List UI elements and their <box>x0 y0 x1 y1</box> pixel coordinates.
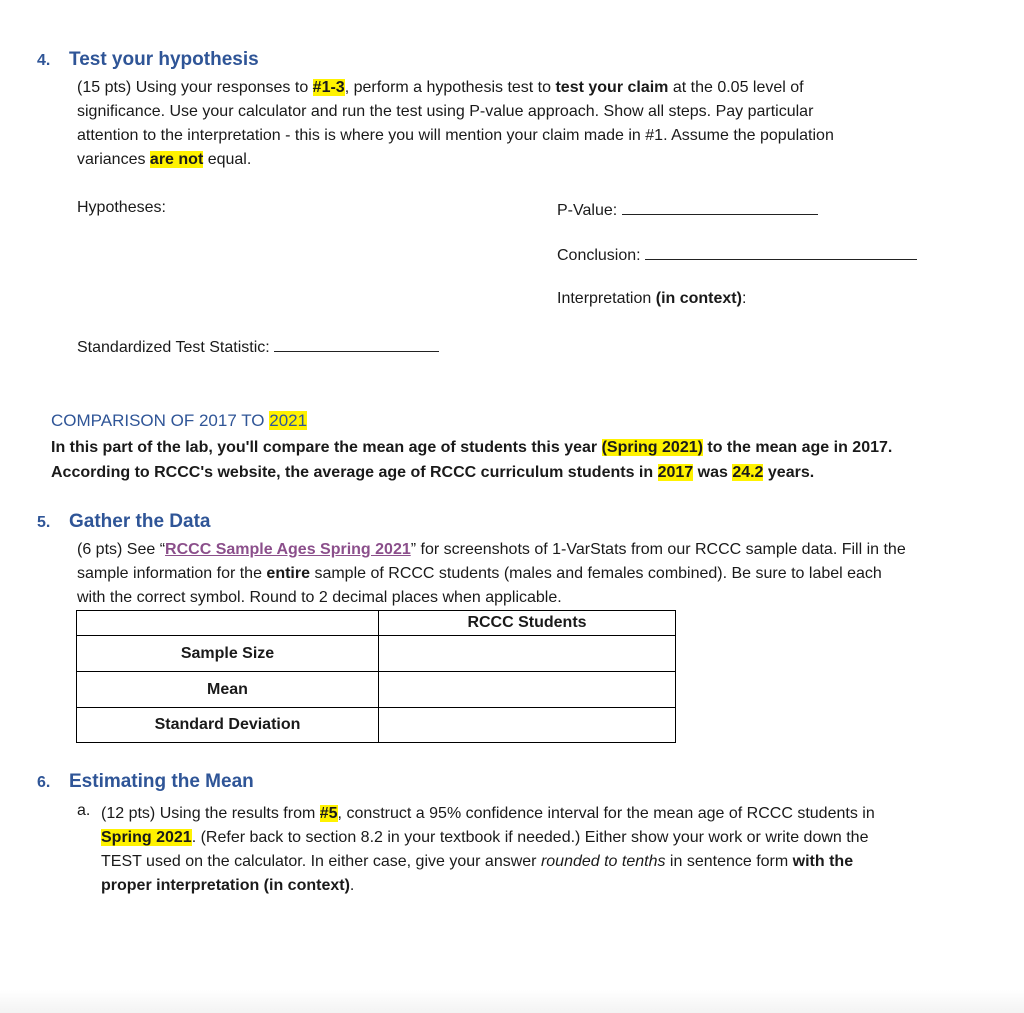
text: in sentence form <box>665 853 793 870</box>
comparison-text <box>51 435 971 485</box>
bold-claim: test your claim <box>555 79 669 96</box>
text: sample of RCCC students (males and females combined). Be sure to label each <box>310 565 882 582</box>
highlight-5: #5 <box>319 805 338 822</box>
interpretation-label: Interpretation <box>557 290 656 307</box>
section-6-instructions <box>101 802 1001 898</box>
p-value-blank[interactable] <box>622 199 818 215</box>
section-4-instructions <box>77 76 997 172</box>
text: at the 0.05 level of <box>668 79 804 96</box>
text: (6 pts) See “ <box>77 541 166 558</box>
highlight-spring-2021: (Spring 2021) <box>601 439 703 456</box>
text: equal. <box>203 151 252 168</box>
test-statistic-row <box>77 336 439 357</box>
text: : <box>741 290 747 307</box>
row-label-sample-size: Sample Size <box>77 636 379 672</box>
sample-data-table <box>76 610 676 743</box>
item-a-letter: a. <box>77 802 91 819</box>
text: years. <box>763 464 815 481</box>
text: ” for screenshots of 1-VarStats from our RCCC sample data. Fill in the <box>410 541 906 558</box>
bold-with-the: with the <box>792 853 854 870</box>
italic-rounded: rounded to tenths <box>540 853 666 870</box>
p-value-row <box>557 199 818 220</box>
table-row <box>77 636 676 672</box>
text: to the mean age in 2017. <box>702 439 893 456</box>
text: , construct a 95% confidence interval for the mean age of RCCC students in <box>337 805 875 822</box>
text: variances <box>77 151 150 168</box>
highlight-ref: #1-3 <box>312 79 345 96</box>
test-statistic-blank[interactable] <box>274 336 439 352</box>
section-6-title: Estimating the Mean <box>69 771 254 792</box>
table-header-rccc-students: RCCC Students <box>379 611 676 636</box>
table-row <box>77 708 676 743</box>
highlight-are-not: are not <box>149 151 204 168</box>
table-row <box>77 672 676 708</box>
text: In this part of the lab, you'll compare the mean age of students this year <box>51 439 602 456</box>
text: was <box>693 464 733 481</box>
mean-cell[interactable] <box>379 672 676 708</box>
section-5-instructions <box>77 538 997 610</box>
bold-proper-interpretation: proper interpretation (in context) <box>101 877 350 894</box>
text-line: attention to the interpretation - this is where you will mention your claim made in #1. Assume the population <box>77 127 834 144</box>
section-5-number: 5. <box>37 514 51 531</box>
section-5-title: Gather the Data <box>69 511 211 532</box>
table-header-row <box>77 611 676 636</box>
row-label-standard-deviation: Standard Deviation <box>77 708 379 743</box>
row-label-mean: Mean <box>77 672 379 708</box>
rcc-sample-ages-link[interactable]: RCCC Sample Ages Spring 2021 <box>165 541 411 558</box>
text-line: with the correct symbol. Round to 2 decimal places when applicable. <box>77 589 562 606</box>
comparison-title <box>51 411 307 431</box>
text: (15 pts) Using your responses to <box>77 79 313 96</box>
test-statistic-label: Standardized Test Statistic: <box>77 339 270 356</box>
text-line: significance. Use your calculator and run the test using P-value approach. Show all steps. Pay particular <box>77 103 814 120</box>
conclusion-label: Conclusion: <box>557 247 641 264</box>
standard-deviation-cell[interactable] <box>379 708 676 743</box>
sample-size-cell[interactable] <box>379 636 676 672</box>
interpretation-in-context: (in context) <box>655 290 742 307</box>
text: TEST used on the calculator. In either case, give your answer <box>101 853 541 870</box>
text: . <box>349 877 355 894</box>
text: COMPARISON OF 2017 TO <box>51 411 270 430</box>
conclusion-row <box>557 244 917 265</box>
text: sample information for the <box>77 565 267 582</box>
highlight-2021: 2021 <box>269 411 308 430</box>
table-header-empty <box>77 611 379 636</box>
hypotheses-label: Hypotheses: <box>77 199 166 216</box>
section-6-number: 6. <box>37 774 51 791</box>
bold-entire: entire <box>266 565 310 582</box>
text: (12 pts) Using the results from <box>101 805 320 822</box>
page-bottom-shadow <box>0 990 1024 1013</box>
text: , perform a hypothesis test to <box>344 79 556 96</box>
section-4-number: 4. <box>37 52 51 69</box>
interpretation-row <box>557 290 746 308</box>
highlight-2017: 2017 <box>657 464 694 481</box>
highlight-24-2: 24.2 <box>732 464 764 481</box>
section-4-title: Test your hypothesis <box>69 49 259 70</box>
text: . (Refer back to section 8.2 in your textbook if needed.) Either show your work or write down the <box>191 829 869 846</box>
conclusion-blank[interactable] <box>645 244 917 260</box>
p-value-label: P-Value: <box>557 202 618 219</box>
highlight-spring-2021: Spring 2021 <box>101 829 192 846</box>
text: According to RCCC's website, the average age of RCCC curriculum students in <box>51 464 658 481</box>
